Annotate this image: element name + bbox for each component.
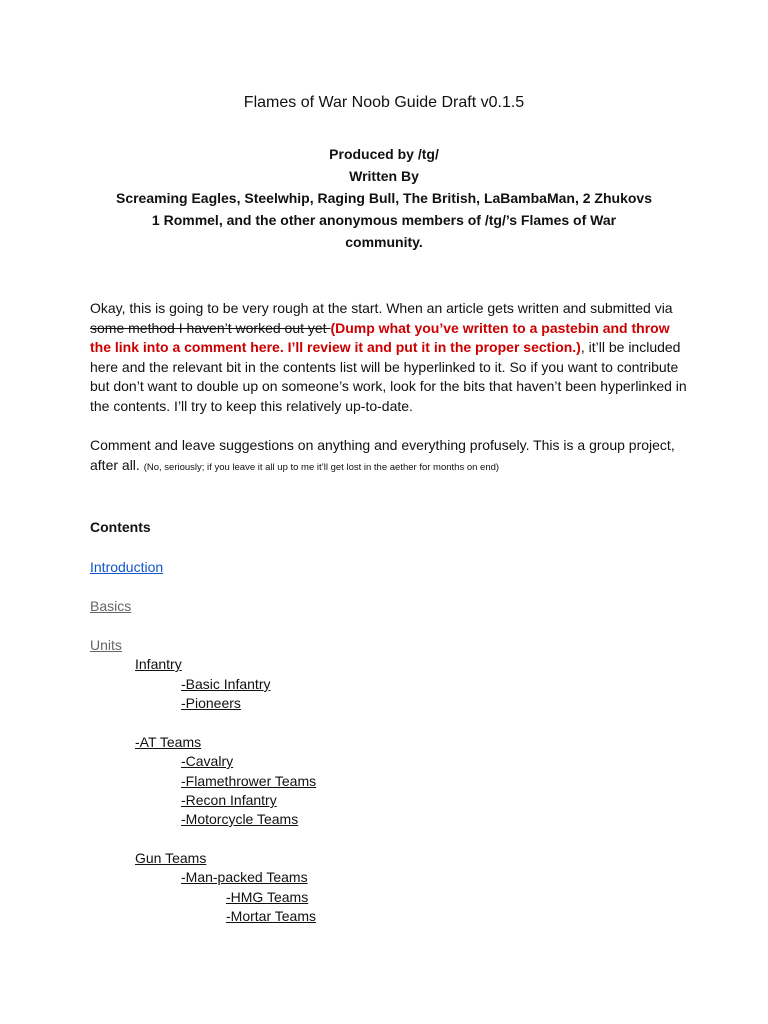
toc-link-motorcycle-teams[interactable]: -Motorcycle Teams: [181, 811, 299, 827]
comment-text: Comment and leave suggestions on anything and everything profusely. This is a group project, after all.: [90, 437, 675, 473]
document-title: Flames of War Noob Guide Draft v0.1.5: [243, 94, 525, 111]
contents-heading: Contents: [90, 519, 151, 535]
toc-link-basics[interactable]: Basics: [90, 598, 132, 614]
toc-link-hmg-teams[interactable]: -HMG Teams: [226, 889, 309, 905]
struck-text: some method I haven’t worked out yet: [90, 319, 331, 336]
toc-link-man-packed-teams[interactable]: -Man-packed Teams: [181, 869, 308, 885]
authors-line-1: Screaming Eagles, Steelwhip, Raging Bull, The British, LaBambaMan, 2 Zhukovs: [115, 190, 652, 206]
intro-text-end: , it’ll be included here and the relevant bit in the contents list will be hyperlinked to it. So if you want to contribute but don’t want to double up on someone’s work, look for the bits that haven’t been hyperlinked in the contents. I’ll try to keep this relatively up-to-date.: [90, 339, 687, 414]
produced-by-line: Produced by /tg/: [329, 146, 439, 162]
toc-link-cavalry[interactable]: -Cavalry: [181, 753, 234, 769]
intro-paragraph: [90, 299, 690, 416]
written-by-line: Written By: [349, 168, 419, 184]
toc-link-introduction[interactable]: Introduction: [90, 559, 164, 575]
authors-line-2: 1 Rommel, and the other anonymous members of /tg/’s Flames of War: [151, 212, 617, 228]
comment-paragraph: [90, 436, 690, 477]
toc-link-flamethrower-teams[interactable]: -Flamethrower Teams: [181, 773, 317, 789]
authors-line-3: community.: [345, 234, 423, 250]
toc-link-at-teams[interactable]: -AT Teams: [135, 734, 202, 750]
toc-link-basic-infantry[interactable]: -Basic Infantry: [181, 676, 271, 692]
toc-link-infantry[interactable]: Infantry: [135, 656, 182, 672]
toc-link-gun-teams[interactable]: Gun Teams: [135, 850, 207, 866]
intro-text-start: Okay, this is going to be very rough at the start. When an article gets written and submitted via: [90, 300, 673, 316]
toc-link-pioneers[interactable]: -Pioneers: [181, 695, 241, 711]
toc-link-mortar-teams[interactable]: -Mortar Teams: [226, 908, 316, 924]
toc-link-recon-infantry[interactable]: -Recon Infantry: [181, 792, 277, 808]
toc-link-units[interactable]: Units: [90, 637, 122, 653]
credits-block: [84, 143, 684, 253]
comment-aside: (No, seriously; if you leave it all up to me it’ll get lost in the aether for months on end): [143, 461, 500, 473]
red-note: (Dump what you’ve written to a pastebin and throw the link into a comment here. I’ll review it and put it in the proper section.): [90, 319, 670, 355]
